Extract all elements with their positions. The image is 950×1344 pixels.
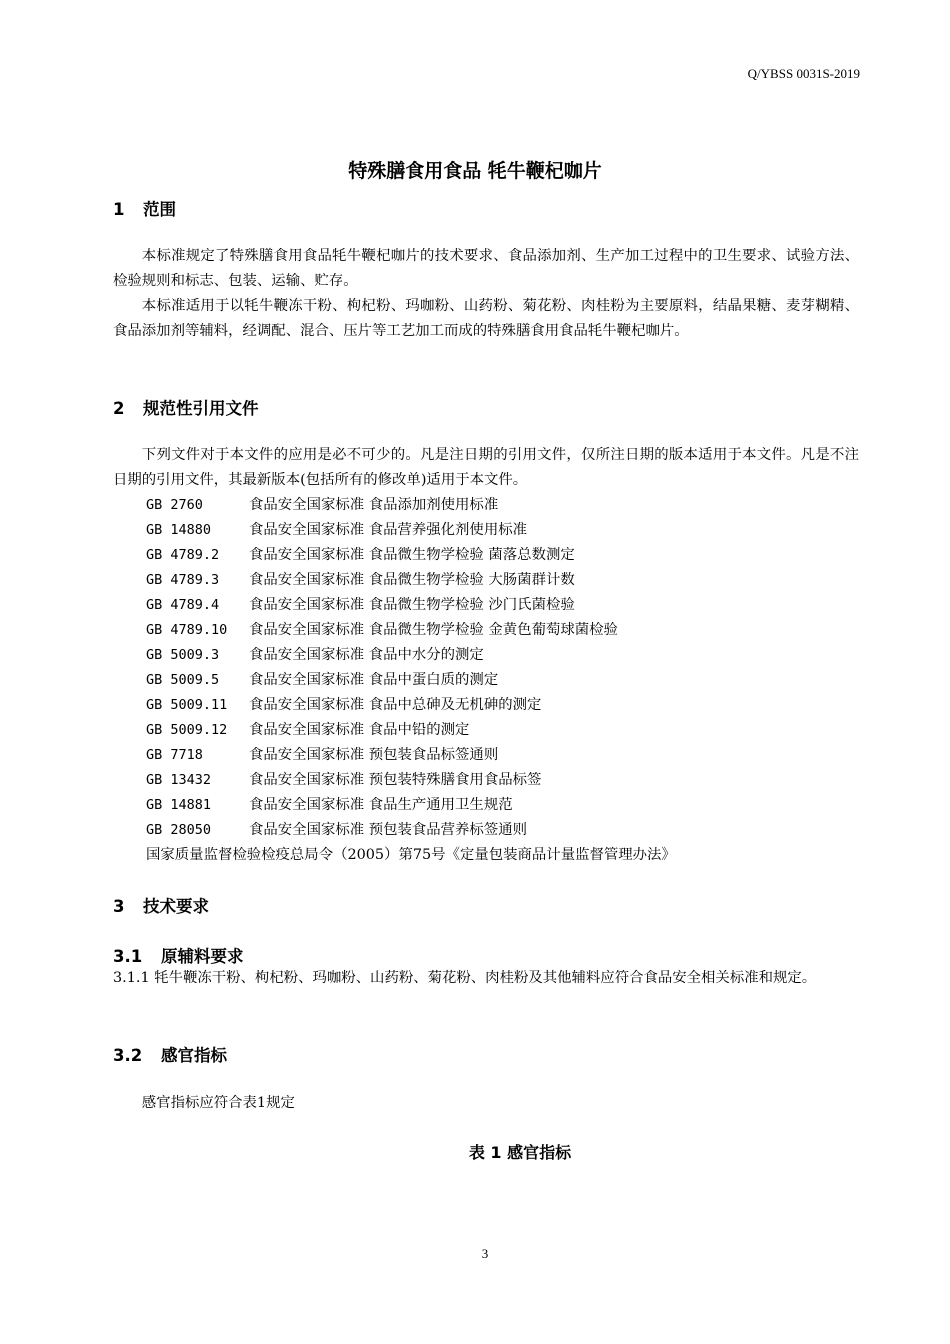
reference-code: GB 28050 [146,822,212,838]
section-3-2-heading [113,1042,227,1066]
section-3-heading [113,893,209,917]
reference-title: 食品安全国家标准 食品中水分的测定 [249,647,484,663]
reference-title: 食品安全国家标准 食品微生物学检验 沙门氏菌检验 [249,597,575,613]
reference-title: 食品安全国家标准 食品中蛋白质的测定 [249,672,499,688]
reference-title: 食品安全国家标准 食品微生物学检验 菌落总数测定 [249,547,575,563]
reference-row [146,668,498,693]
section-3-1-number: 3.1 [113,947,143,966]
section-3-2-text: 感官指标应符合表1规定 [141,1095,295,1111]
reference-code: GB 4789.4 [146,597,220,613]
reference-code: GB 13432 [146,772,212,788]
section-1-title: 范围 [143,200,176,219]
reference-title: 食品安全国家标准 食品微生物学检验 大肠菌群计数 [249,572,575,588]
reference-code: GB 5009.12 [146,722,228,738]
reference-row [146,568,575,593]
reference-row [146,618,618,643]
reference-code: GB 5009.3 [146,647,220,663]
reference-row [146,593,575,618]
reference-row [146,743,498,768]
section-2-number: 2 [113,399,125,418]
reference-code: GB 4789.2 [146,547,220,563]
reference-row [146,793,513,818]
reference-title: 食品安全国家标准 预包装特殊膳食用食品标签 [249,772,542,788]
reference-row [146,543,575,568]
section-2-title: 规范性引用文件 [143,399,259,418]
document-code: Q/YBSS 0031S-2019 [747,66,860,81]
reference-code: GB 14880 [146,522,212,538]
reference-row [146,693,541,718]
reference-code: GB 4789.3 [146,572,220,588]
reference-code: GB 14881 [146,797,212,813]
section-3-1-title: 原辅料要求 [161,947,244,966]
section-3-title: 技术要求 [143,897,209,916]
reference-code: GB 5009.11 [146,697,228,713]
reference-code: GB 7718 [146,747,203,763]
section-1-paragraph-1: 本标准规定了特殊膳食用食品牦牛鞭杞咖片的技术要求、食品添加剂、生产加工过程中的卫生要求、试验方法、检验规则和标志、包装、运输、贮存。 [113,248,859,289]
reference-title: 食品安全国家标准 食品中总砷及无机砷的测定 [249,697,542,713]
section-1-heading [113,196,176,220]
section-3-2-title: 感官指标 [161,1046,227,1065]
reference-row [146,493,498,518]
section-1-paragraph-2: 本标准适用于以牦牛鞭冻干粉、枸杞粉、玛咖粉、山药粉、菊花粉、肉桂粉为主要原料，结晶果糖、麦芽糊精、食品添加剂等辅料，经调配、混合、压片等工艺加工而成的特殊膳食用食品牦牛鞭杞咖片。 [113,298,859,339]
reference-last-row: 国家质量监督检验检疫总局令（2005）第75号《定量包装商品计量监督管理办法》 [146,847,676,863]
section-3-number: 3 [113,897,125,916]
page-number: 3 [481,1246,489,1261]
table-caption: 表 1 感官指标 [468,1143,572,1162]
reference-row [146,718,469,743]
reference-row [146,518,527,543]
section-3-1-text: 3.1.1 牦牛鞭冻干粉、枸杞粉、玛咖粉、山药粉、菊花粉、肉桂粉及其他辅料应符合食品安全相关标准和规定。 [113,970,817,986]
section-2-intro: 下列文件对于本文件的应用是必不可少的。凡是注日期的引用文件，仅所注日期的版本适用于本文件。凡是不注日期的引用文件，其最新版本(包括所有的修改单)适用于本文件。 [113,447,859,488]
reference-code: GB 4789.10 [146,622,228,638]
reference-title: 食品安全国家标准 食品中铅的测定 [249,722,470,738]
section-1-number: 1 [113,200,125,219]
reference-code: GB 2760 [146,497,203,513]
section-3-2-number: 3.2 [113,1046,143,1065]
document-title: 特殊膳食用食品 牦牛鞭杞咖片 [348,160,602,182]
reference-title: 食品安全国家标准 预包装食品标签通则 [249,747,499,763]
reference-title: 食品安全国家标准 食品生产通用卫生规范 [249,797,513,813]
section-2-heading [113,395,259,419]
section-3-1-heading [113,943,244,967]
reference-title: 食品安全国家标准 预包装食品营养标签通则 [249,822,527,838]
reference-title: 食品安全国家标准 食品营养强化剂使用标准 [249,522,527,538]
reference-row [146,768,541,793]
reference-title: 食品安全国家标准 食品添加剂使用标准 [249,497,499,513]
reference-row [146,643,484,668]
reference-row [146,818,527,843]
reference-code: GB 5009.5 [146,672,220,688]
reference-title: 食品安全国家标准 食品微生物学检验 金黄色葡萄球菌检验 [249,622,618,638]
